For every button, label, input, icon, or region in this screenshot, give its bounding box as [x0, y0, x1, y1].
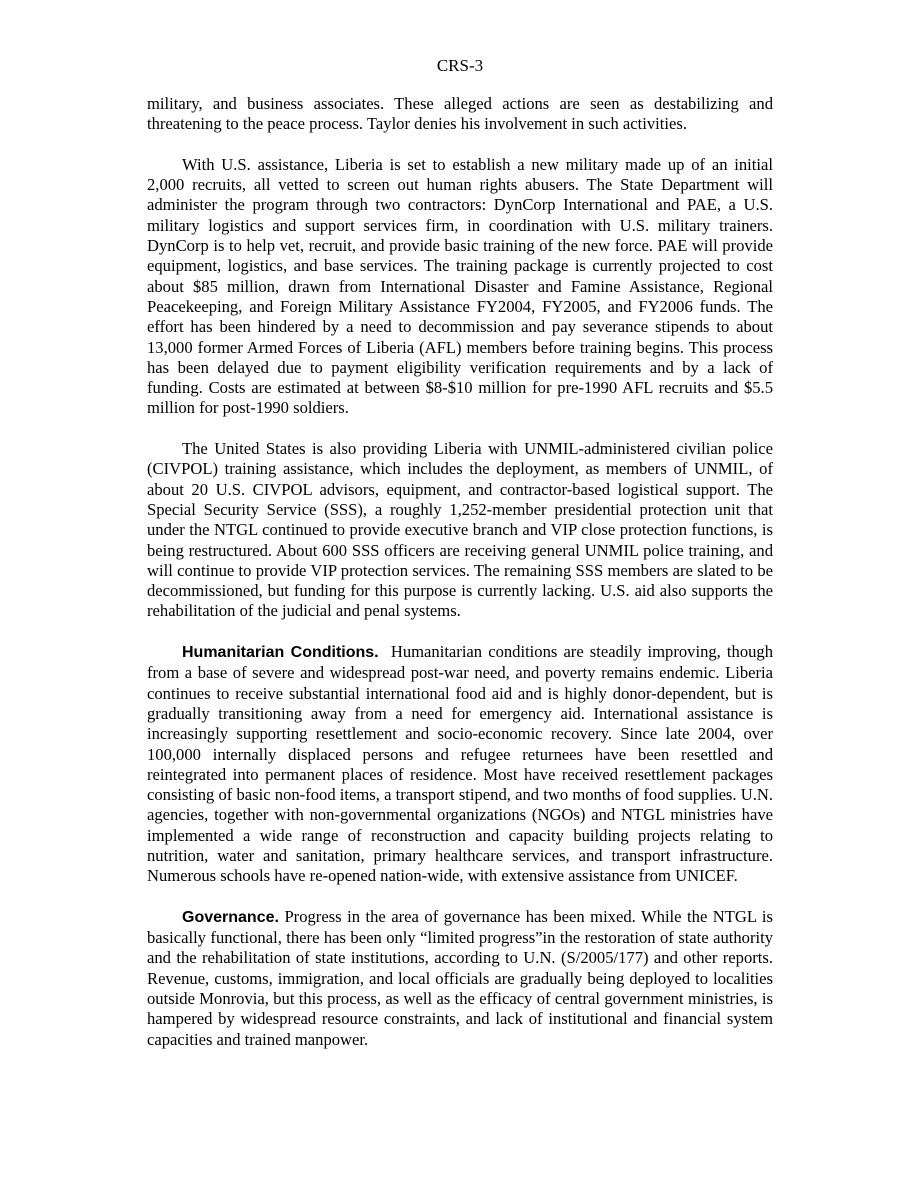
paragraph-humanitarian-text: Humanitarian conditions are steadily improving, though from a base of severe and widespread post-war need, and poverty remains endemic. Liberia continues to receive substantial international food aid and is highly donor-dependent, but is gradually transitioning away from a need for emergency aid. International assistance is increasingly supporting resettlement and socio-economic recovery. Since late 2004, over 100,000 internally displaced persons and refugee returnees have been resettled and reintegrated into permanent places of residence. Most have received resettlement packages consisting of basic non-food items, a transport stipend, and two months of food supplies. U.N. agencies, together with non-governmental organizations (NGOs) and NTGL ministries have implemented a wide range of reconstruction and capacity building projects relating to nutrition, water and sanitation, primary healthcare services, and transport infrastructure. Numerous schools have re-opened nation-wide, with extensive assistance from UNICEF.	[147, 642, 774, 886]
body-text	[147, 94, 773, 1070]
paragraph-governance-text: Progress in the area of governance has been mixed. While the NTGL is basically functional, there has been only “limited progress”in the restoration of state authority and the rehabilitation of state institutions, according to U.N. (S/2005/177) and other reports. Revenue, customs, immigration, and local officials are gradually being deployed to localities outside Monrovia, but this process, as well as the efficacy of central government ministries, is hampered by widespread resource constraints, and lack of institutional and financial system capacities and trained manpower.	[147, 906, 773, 1049]
section-heading-governance: Governance.	[182, 908, 279, 926]
paragraph-continuation: military, and business associates. These alleged actions are seen as destabilizing and threatening to the peace process. Taylor denies his involvement in such activities.	[147, 94, 773, 134]
page-number-header: CRS-3	[436, 56, 484, 75]
paragraph-civpol: The United States is also providing Liberia with UNMIL-administered civilian police (CIVPOL) training assistance, which includes the deployment, as members of UNMIL, of about 20 U.S. CIVPOL advisors, equipment, and contractor-based logistical support. The Special Security Service (SSS), a roughly 1,252-member presidential protection unit that under the NTGL continued to provide executive branch and VIP close protection functions, is being restructured. About 600 SSS officers are receiving general UNMIL police training, and will continue to provide VIP protection services. The remaining SSS members are slated to be decommissioned, but funding for this purpose is currently lacking. U.S. aid also supports the rehabilitation of the judicial and penal systems.	[147, 439, 773, 621]
section-heading-humanitarian: Humanitarian Conditions.	[182, 644, 379, 662]
paragraph-governance	[147, 907, 773, 1050]
paragraph-new-military: With U.S. assistance, Liberia is set to establish a new military made up of an initial 2,000 recruits, all vetted to screen out human rights abusers. The State Department will administer the program through two contractors: DynCorp International and PAE, a U.S. military logistics and support services firm, in coordination with U.S. military trainers. DynCorp is to help vet, recruit, and provide basic training of the new force. PAE will provide equipment, logistics, and base services. The training package is currently projected to cost about $85 million, drawn from International Disaster and Famine Assistance, Regional Peacekeeping, and Foreign Military Assistance FY2004, FY2005, and FY2006 funds. The effort has been hindered by a need to decommission and pay severance stipends to about 13,000 former Armed Forces of Liberia (AFL) members before training begins. This process has been delayed due to payment eligibility verification requirements and by a lack of funding. Costs are estimated at between $8-$10 million for pre-1990 AFL recruits and $5.5 million for post-1990 soldiers.	[147, 154, 773, 418]
paragraph-humanitarian	[147, 642, 773, 887]
